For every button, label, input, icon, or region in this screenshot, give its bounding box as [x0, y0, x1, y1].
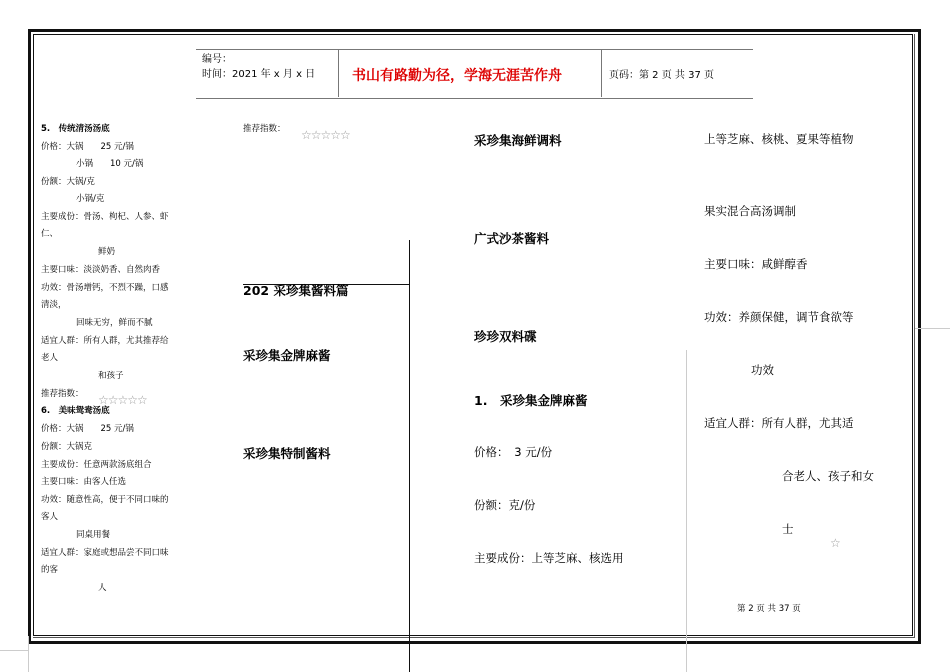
item-5-effect-cont: 回味无穷，鲜而不腻 — [76, 318, 153, 328]
mid-item-a: 采珍集金牌麻酱 — [243, 348, 331, 363]
header-divider — [338, 49, 339, 97]
item-6-ingredients: 主要成份：任意两款汤底组合 — [41, 460, 152, 470]
far-people: 适宜人群：所有人群，尤其适 — [704, 416, 854, 430]
mid-item-b: 采珍集特制酱料 — [243, 446, 331, 461]
header-number-label: 编号： — [202, 54, 232, 65]
column-divider — [409, 240, 410, 672]
item-5-price-small: 小锅 10 元/锅 — [76, 159, 144, 169]
item-6-effect: 功效：随意性高，便于不同口味的 — [41, 495, 169, 505]
column-divider-faint — [686, 350, 687, 672]
far-people-cont: 合老人、孩子和女 — [782, 469, 874, 483]
far-people-cont: 士 — [782, 522, 794, 536]
item-6-people: 适宜人群：家庭或想品尝不同口味 — [41, 548, 169, 558]
item-5-people: 适宜人群：所有人群，尤其推荐给 — [41, 336, 169, 346]
far-line-2: 果实混合高汤调制 — [704, 204, 796, 218]
mid-rating-label: 推荐指数： — [243, 124, 286, 134]
header-motto: 书山有路勤为径，学海无涯苦作舟 — [352, 68, 562, 84]
right-item-1-price: 价格： 3 元/份 — [474, 445, 553, 459]
item-5-rating-label: 推荐指数： — [41, 389, 84, 399]
item-6-people-cont: 人 — [98, 583, 107, 593]
far-taste: 主要口味：咸鲜醇香 — [704, 257, 808, 271]
page-footer: 第 2 页 共 37 页 — [737, 604, 801, 614]
right-heading-1: 采珍集海鲜调料 — [474, 133, 562, 148]
item-5-price: 价格：大锅 25 元/锅 — [41, 142, 134, 152]
item-6-effect-cont: 同桌用餐 — [76, 530, 111, 540]
edge-mark — [28, 636, 29, 672]
item-5-ingredients-cont: 仁、 — [41, 229, 59, 239]
header-time-label: 时间：2021 年 x 月 x 日 — [202, 69, 316, 80]
item-5-people-cont: 老人 — [41, 353, 59, 363]
item-5-ingredients-cont: 鲜奶 — [98, 247, 116, 257]
right-item-1-portion: 份额：克/份 — [474, 498, 536, 512]
item-6-people-cont: 的客 — [41, 565, 59, 575]
far-line-1: 上等芝麻、核桃、夏果等植物 — [704, 132, 854, 146]
right-item-1-title: 1. 采珍集金牌麻酱 — [474, 393, 588, 408]
item-6-title: 6. 美味鸳鸯汤底 — [41, 406, 110, 416]
item-5-title: 5. 传统清汤汤底 — [41, 124, 110, 134]
far-effect: 功效：养颜保健，调节食欲等 — [704, 310, 854, 324]
item-6-portion: 份额：大锅克 — [41, 442, 93, 452]
edge-mark — [0, 650, 28, 651]
header-page-info: 页码：第 2 页 共 37 页 — [609, 70, 714, 81]
item-6-price: 价格：大锅 25 元/锅 — [41, 424, 134, 434]
right-heading-3: 珍珍双料碟 — [474, 329, 537, 344]
rating-stars-icon: ☆☆☆☆☆ — [301, 128, 350, 142]
section-title: 202 采珍集酱料篇 — [243, 283, 349, 298]
edge-mark — [915, 328, 950, 329]
item-5-effect: 功效：骨汤增钙，不烈不躁，口感 — [41, 283, 169, 293]
item-5-people-cont: 和孩子 — [98, 371, 124, 381]
header-divider — [601, 49, 602, 97]
item-5-portion-small: 小锅/克 — [76, 194, 105, 204]
right-heading-2: 广式沙茶酱料 — [474, 231, 550, 246]
item-6-taste: 主要口味：由客人任选 — [41, 477, 127, 487]
star-icon: ☆ — [830, 536, 840, 550]
rating-stars-icon: ☆☆☆☆☆ — [98, 393, 147, 407]
right-item-1-ingredients: 主要成份：上等芝麻、核选用 — [474, 551, 624, 565]
item-5-effect-cont: 清淡， — [41, 300, 67, 310]
far-effect-cont: 功效 — [751, 363, 774, 377]
item-5-ingredients: 主要成份：骨汤、枸杞、人参、虾 — [41, 212, 169, 222]
item-5-taste: 主要口味：淡淡奶香、自然肉香 — [41, 265, 161, 275]
item-5-portion: 份额：大锅/克 — [41, 177, 95, 187]
item-6-effect-cont: 客人 — [41, 512, 59, 522]
